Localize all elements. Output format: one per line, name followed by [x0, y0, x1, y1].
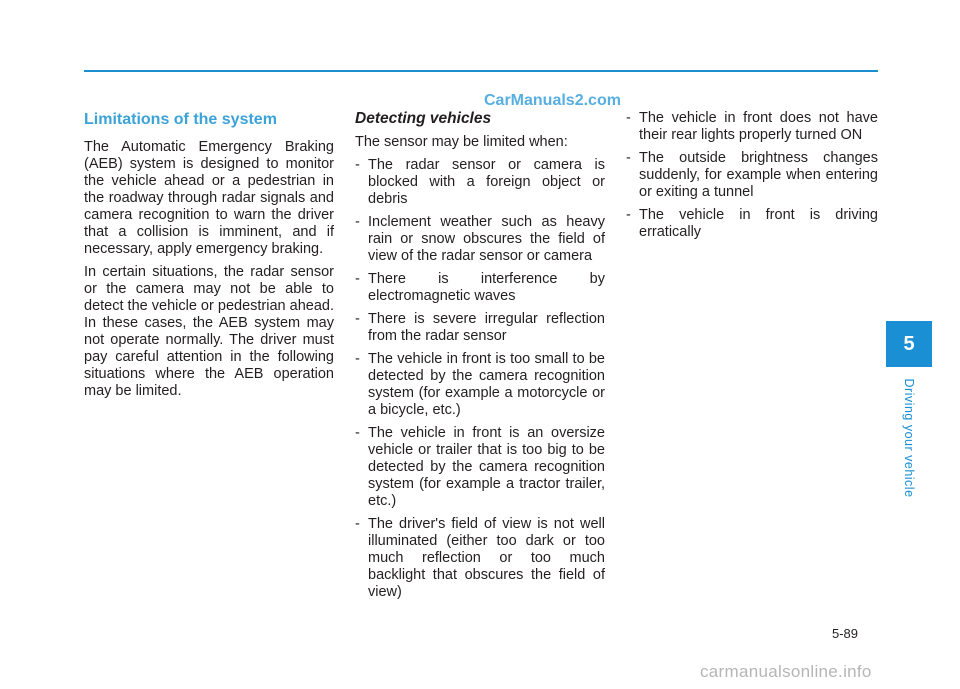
column-continued-limitations	[626, 110, 878, 247]
list-item: - There is interference by electromagnetic waves	[355, 271, 605, 305]
list-item: - The radar sensor or camera is blocked with a foreign object or debris	[355, 157, 605, 208]
watermark-text[interactable]: CarManuals2.com	[484, 92, 621, 109]
list-item: - The vehicle in front does not have their rear lights properly turned ON	[626, 110, 878, 144]
list-item: - The outside brightness changes suddenly, for example when entering or exiting a tunnel	[626, 150, 878, 201]
column-limitations	[84, 110, 334, 406]
sensor-limitation-list	[355, 157, 605, 601]
footer-watermark[interactable]: carmanualsonline.info	[700, 662, 872, 681]
list-item: - There is severe irregular reflection from the radar sensor	[355, 311, 605, 345]
page-number: 5-89	[832, 626, 859, 641]
list-item: - The vehicle in front is driving erratically	[626, 207, 878, 241]
paragraph-aeb-description: The Automatic Emergency Braking (AEB) system is designed to monitor the vehicle ahead or a pedestrian in the roadway through radar signals and camera recognition to warn the driver that a collision is imminent, and if necessary, apply emergency braking.	[84, 139, 334, 257]
list-item: - The driver's field of view is not well illuminated (either too dark or too much reflection or too much backlight that obscures the field of view)	[355, 516, 605, 601]
column-detecting-vehicles	[355, 110, 605, 607]
list-item: - The vehicle in front is too small to be detected by the camera recognition system (for example a motorcycle or a bicycle, etc.)	[355, 351, 605, 419]
subsection-title-detecting-vehicles: Detecting vehicles	[355, 110, 492, 127]
chapter-number-tab: 5	[886, 321, 932, 367]
list-item: - The vehicle in front is an oversize vehicle or trailer that is too big to be detected by the camera recognition system (for example a tractor trailer, etc.)	[355, 425, 605, 510]
chapter-side-label: Driving your vehicle	[902, 378, 916, 498]
sensor-limited-intro: The sensor may be limited when:	[355, 134, 568, 150]
paragraph-aeb-limitations: In certain situations, the radar sensor or the camera may not be able to detect the vehicle or pedestrian ahead. In these cases, the AEB system may not operate normally. The driver must pay careful attention in the following situations where the AEB operation may be limited.	[84, 264, 334, 399]
list-item: - Inclement weather such as heavy rain or snow obscures the field of view of the radar sensor or camera	[355, 214, 605, 265]
section-title-limitations: Limitations of the system	[84, 111, 277, 128]
header-rule	[84, 70, 878, 72]
sensor-limitation-list-continued	[626, 110, 878, 241]
